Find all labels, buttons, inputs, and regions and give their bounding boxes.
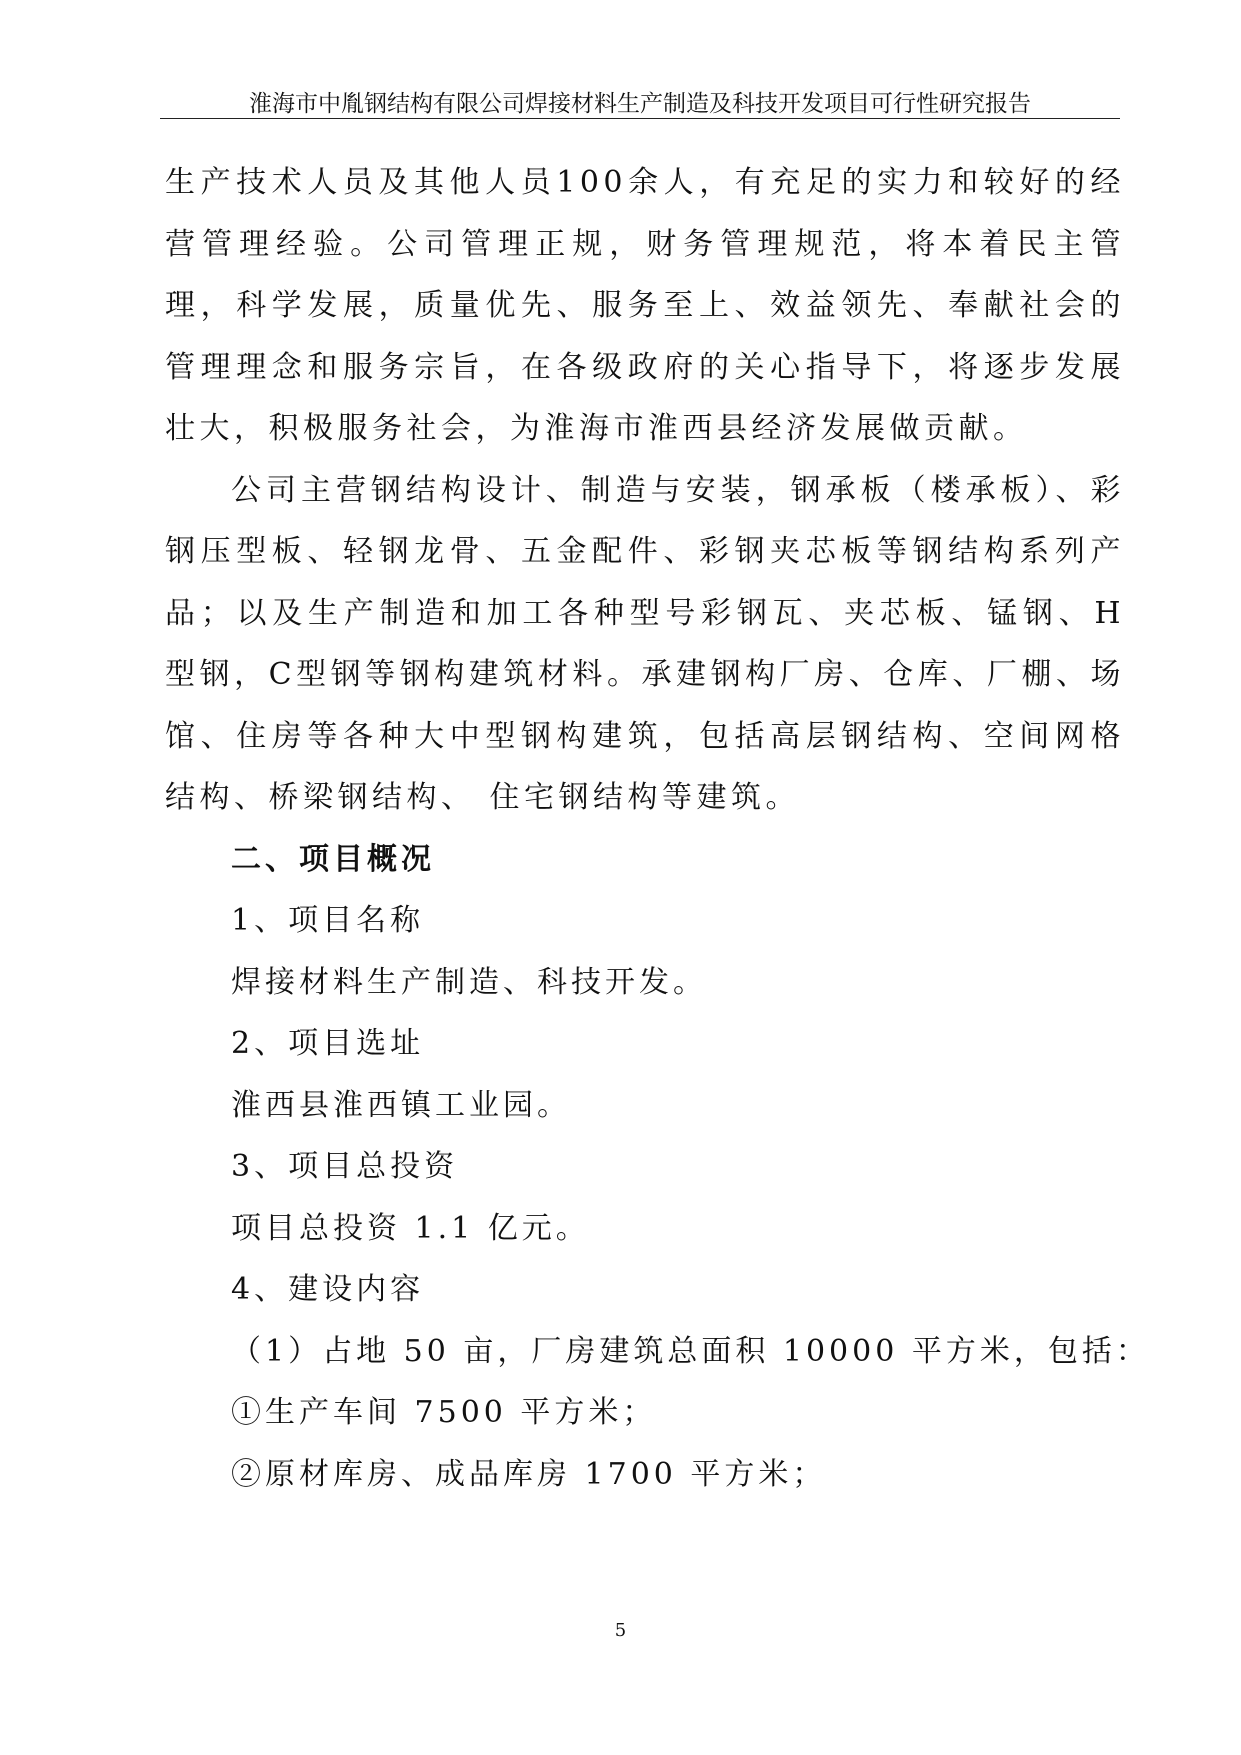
item-value: 项目总投资 1.1 亿元。: [231, 1210, 590, 1246]
header-divider: [160, 118, 1120, 119]
sub-item: ②原材库房、成品库房 1700 平方米；: [231, 1456, 827, 1492]
item-label: 3、项目总投资: [231, 1149, 459, 1184]
item-value: 淮西县淮西镇工业园。: [231, 1087, 571, 1123]
item-label: 1、项目名称: [231, 903, 425, 938]
paragraph-company-intro: 生产技术人员及其他人员100余人，有充足的实力和较好的经营管理经验。公司管理正规，财务管理规范，将本着民主管理，科学发展，质量优先、服务至上、效益领先、奉献社会的管理理念和服务宗旨，在各级政府的关心指导下，将逐步发展壮大，积极服务社会，为淮海市淮西县经济发展做贡献。: [165, 165, 1125, 446]
item-label: 2、项目选址: [231, 1026, 425, 1061]
page-number: 5: [614, 1620, 627, 1641]
paragraph-business-scope: 公司主营钢结构设计、制造与安装，钢承板（楼承板）、彩钢压型板、轻钢龙骨、五金配件、彩钢夹芯板等钢结构系列产品；以及生产制造和加工各种型号彩钢瓦、夹芯板、锰钢、H型钢，C型钢等钢构建筑材料。承建钢构厂房、仓库、厂棚、场馆、住房等各种大中型钢构建筑，包括高层钢结构、空间网格结构、桥梁钢结构、 住宅钢结构等建筑。: [165, 472, 1125, 815]
section-heading: 二、项目概况: [231, 841, 435, 877]
item-label: 4、建设内容: [231, 1272, 425, 1307]
item-value: （1）占地 50 亩，厂房建筑总面积 10000 平方米，包括：: [231, 1333, 1150, 1369]
page-body: [165, 152, 1150, 1505]
running-header: 淮海市中胤钢结构有限公司焊接材料生产制造及科技开发项目可行性研究报告: [249, 91, 1031, 117]
item-value: 焊接材料生产制造、科技开发。: [231, 964, 707, 1000]
sub-item: ①生产车间 7500 平方米；: [231, 1395, 657, 1430]
